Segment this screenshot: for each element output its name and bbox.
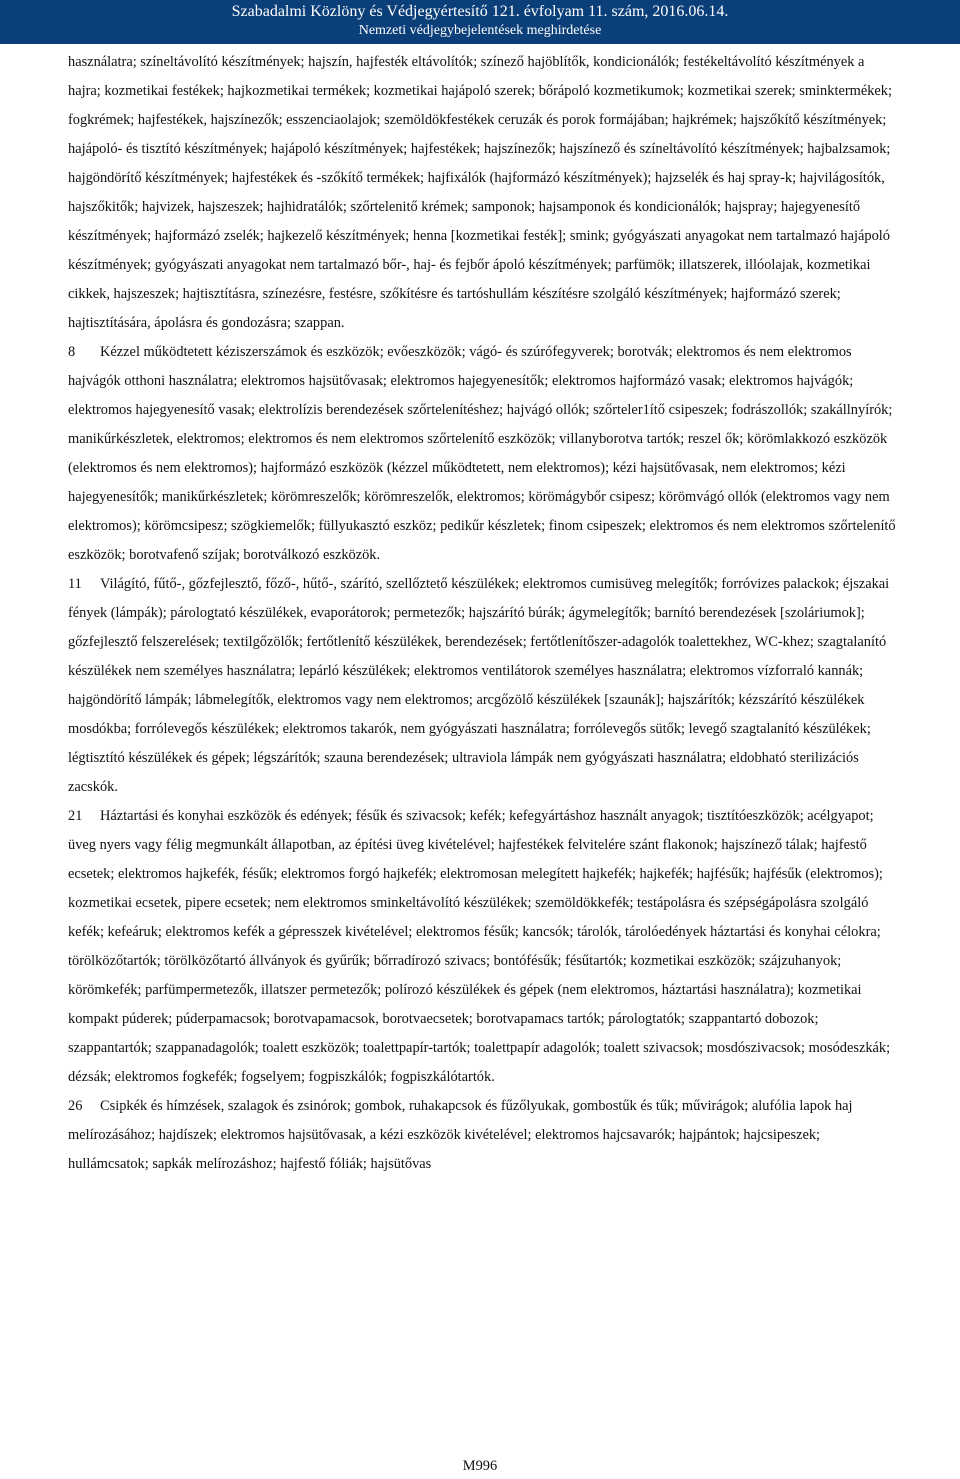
- page-header: [0, 0, 960, 44]
- class-number: 8: [68, 344, 76, 360]
- class-text: Csipkék és hímzések, szalagok és zsinórok; gombok, ruhakapcsok és fűzőlyukak, gombostűk és tűk; művirágok; alufólia lapok haj melírozásához; hajdíszek; elektromos hajsütővasak, a kézi eszközök kivételével; elektromos hajcsavarók; hajpántok; hajcsipeszek; hullámcsatok; sapkák melírozáshoz; hajfestő fóliák; hajsütővas: [68, 1098, 853, 1172]
- page-number: M996: [462, 1458, 498, 1474]
- journal-title: Szabadalmi Közlöny és Védjegyértesítő 121. évfolyam 11. szám, 2016.06.14.: [231, 3, 729, 20]
- class-entry: [68, 570, 898, 802]
- section-title: Nemzeti védjegybejelentések meghirdetése: [358, 23, 602, 38]
- page-body: [68, 48, 898, 1179]
- class-text: Kézzel működtetett kéziszerszámok és eszközök; evőeszközök; vágó- és szúrófegyverek; borotvák; elektromos és nem elektromos hajvágók otthoni használatra; elektromos hajsütővasak; elektromos hajegyenesítők; elektromos hajformázó vasak; elektromos hajvágók; elektromos hajegyenesítő vasak; elektrolízis berendezések szőrtelenítéshez; hajvágó ollók; szőrteler1ítő csipeszek; fodrászollók; szakállnyírók; manikűrkészletek, elektromos; elektromos és nem elektromos szőrtelenítő eszközök; villanyborotva tartók; reszel ők; körömlakkozó eszközök (elektromos és nem elektromos); hajformázó eszközök (kézzel működtetett, nem elektromos); kézi hajsütővasak, nem elektromos; kézi hajegyenesítők; manikűrkészletek; körömreszelők; körömreszelők, elektromos; körömágybőr csipesz; körömvágó ollók (elektromos vagy nem elektromos); körömcsipesz; szögkiemelők; füllyukasztó eszköz; pedikűr készletek; finom csipeszek; elektromos és nem elektromos szőrtelenítő eszközök; borotvafenő szíjak; borotválkozó eszközök.: [68, 344, 896, 563]
- class-entry: [68, 802, 898, 1092]
- class-text: Világító, fűtő-, gőzfejlesztő, főző-, hűtő-, szárító, szellőztető készülékek; elektromos cumisüveg melegítők; forróvizes palackok; éjszakai fények (lámpák); párologtató készülékek, evaporátorok; permetezők; hajszárító búrák; ágymelegítők; barnító berendezések [szoláriumok]; gőzfejlesztő felszerelések; textilgőzölők; fertőtlenítő készülékek, berendezések; fertőtlenítőszer-adagolók toalettekhez, WC-khez; szagtalanító készülékek nem személyes használatra; lepárló készülékek; elektromos ventilátorok személyes használatra; elektromos vízforraló kannák; hajgöndörítő lámpák; lábmelegítők, elektromos vagy nem elektromos; arcgőzölő készülékek [szaunák]; hajszárítók; kézszárító készülékek mosdókba; forrólevegős készülékek; elektromos takarók, nem gyógyászati használatra; forrólevegős sütők; levegő szagtalanító készülékek; légtisztító készülékek és gépek; légszárítók; szauna berendezések; ultraviola lámpák nem gyógyászati használatra; eldobható sterilizációs zacskók.: [68, 576, 890, 795]
- class-entry: [68, 338, 898, 570]
- class-number: 26: [68, 1098, 83, 1114]
- class-number: 11: [68, 576, 82, 592]
- class-text: Háztartási és konyhai eszközök és edények; fésűk és szivacsok; kefék; kefegyártáshoz használt anyagok; tisztítóeszközök; acélgyapot; üveg nyers vagy félig megmunkált állapotban, az építési üveg kivételével; hajfestékek felvitelére szánt flakonok; hajszínező tálak; hajfestő ecsetek; elektromos hajkefék, fésűk; elektromos forgó hajkefék; elektromosan melegített hajkefék; hajkefék; hajfésűk; hajfésűk (elektromos); kozmetikai ecsetek, pipere ecsetek; nem elektromos sminkeltávolító készülékek; szemöldökkefék; testápolásra és szépségápolásra szolgáló kefék; kefeáruk; elektromos kefék a gépresszek kivételével; elektromos fésűk; kancsók; tárolók, tárolóedények háztartási és konyhai célokra; törölközőtartók; törölközőtartó állványok és gyűrűk; bőrradírozó szivacs; bontófésűk; fésűtartók; kozmetikai eszközök; szájzuhanyok; körömkefék; parfümpermetezők, illatszer permetezők; polírozó készülékek és gépek (nem elektromos, háztartási használatra); kozmetikai kompakt púderek; púderpamacsok; borotvapamacsok, borotvaecsetek; borotvapamacs tartók; párologtatók; szappantartó dobozok; szappantartók; szappanadagolók; toalett eszközök; toalettpapír-tartók; toalettpapír adagolók; toalett szivacsok; mosdószivacsok; mosódeszkák; dézsák; elektromos fogkefék; fogselyem; fogpiszkálók; fogpiszkálótartók.: [68, 808, 891, 1085]
- class-number: 21: [68, 808, 83, 824]
- continuation-paragraph: használatra; színeltávolító készítmények; hajszín, hajfesték eltávolítók; színező hajöblítők, kondicionálók; festékeltávolító készítmények a hajra; kozmetikai festékek; hajkozmetikai termékek; kozmetikai hajápoló szerek; bőrápoló kozmetikumok; kozmetikai szerek; sminktermékek; fogkrémek; hajfestékek, hajszínezők; esszenciaolajok; szemöldökfestékek ceruzák és porok formájában; hajkrémek; hajszőkítő készítmények; hajápoló- és tisztító készítmények; hajápoló készítmények; hajfestékek; hajszínezők; hajszínező és színeltávolító készítmények; hajbalzsamok; hajgöndörítő készítmények; hajfestékek és -szőkítő termékek; hajfixálók (hajformázó készítmények); hajzselék és haj spray-k; hajvilágosítók, hajszőkitők; hajvizek, hajszeszek; hajhidratálók; szőrtelenitő krémek; samponok; hajsamponok és kondicionálók; hajspray; hajegyenesítő készítmények; hajformázó zselék; hajkezelő készítmények; henna [kozmetikai festék]; smink; gyógyászati anyagokat nem tartalmazó hajápoló készítmények; gyógyászati anyagokat nem tartalmazó bőr-, haj- és fejbőr ápoló készítmények; parfümök; illatszerek, illóolajak, kozmetikai cikkek, hajszeszek; hajtisztításra, színezésre, festésre, szőkítésre és tartóshullám készítésre szolgáló készítmények; hajformázó szerek; hajtisztítására, ápolásra és gondozásra; szappan.: [68, 54, 892, 331]
- class-entry: [68, 1092, 898, 1179]
